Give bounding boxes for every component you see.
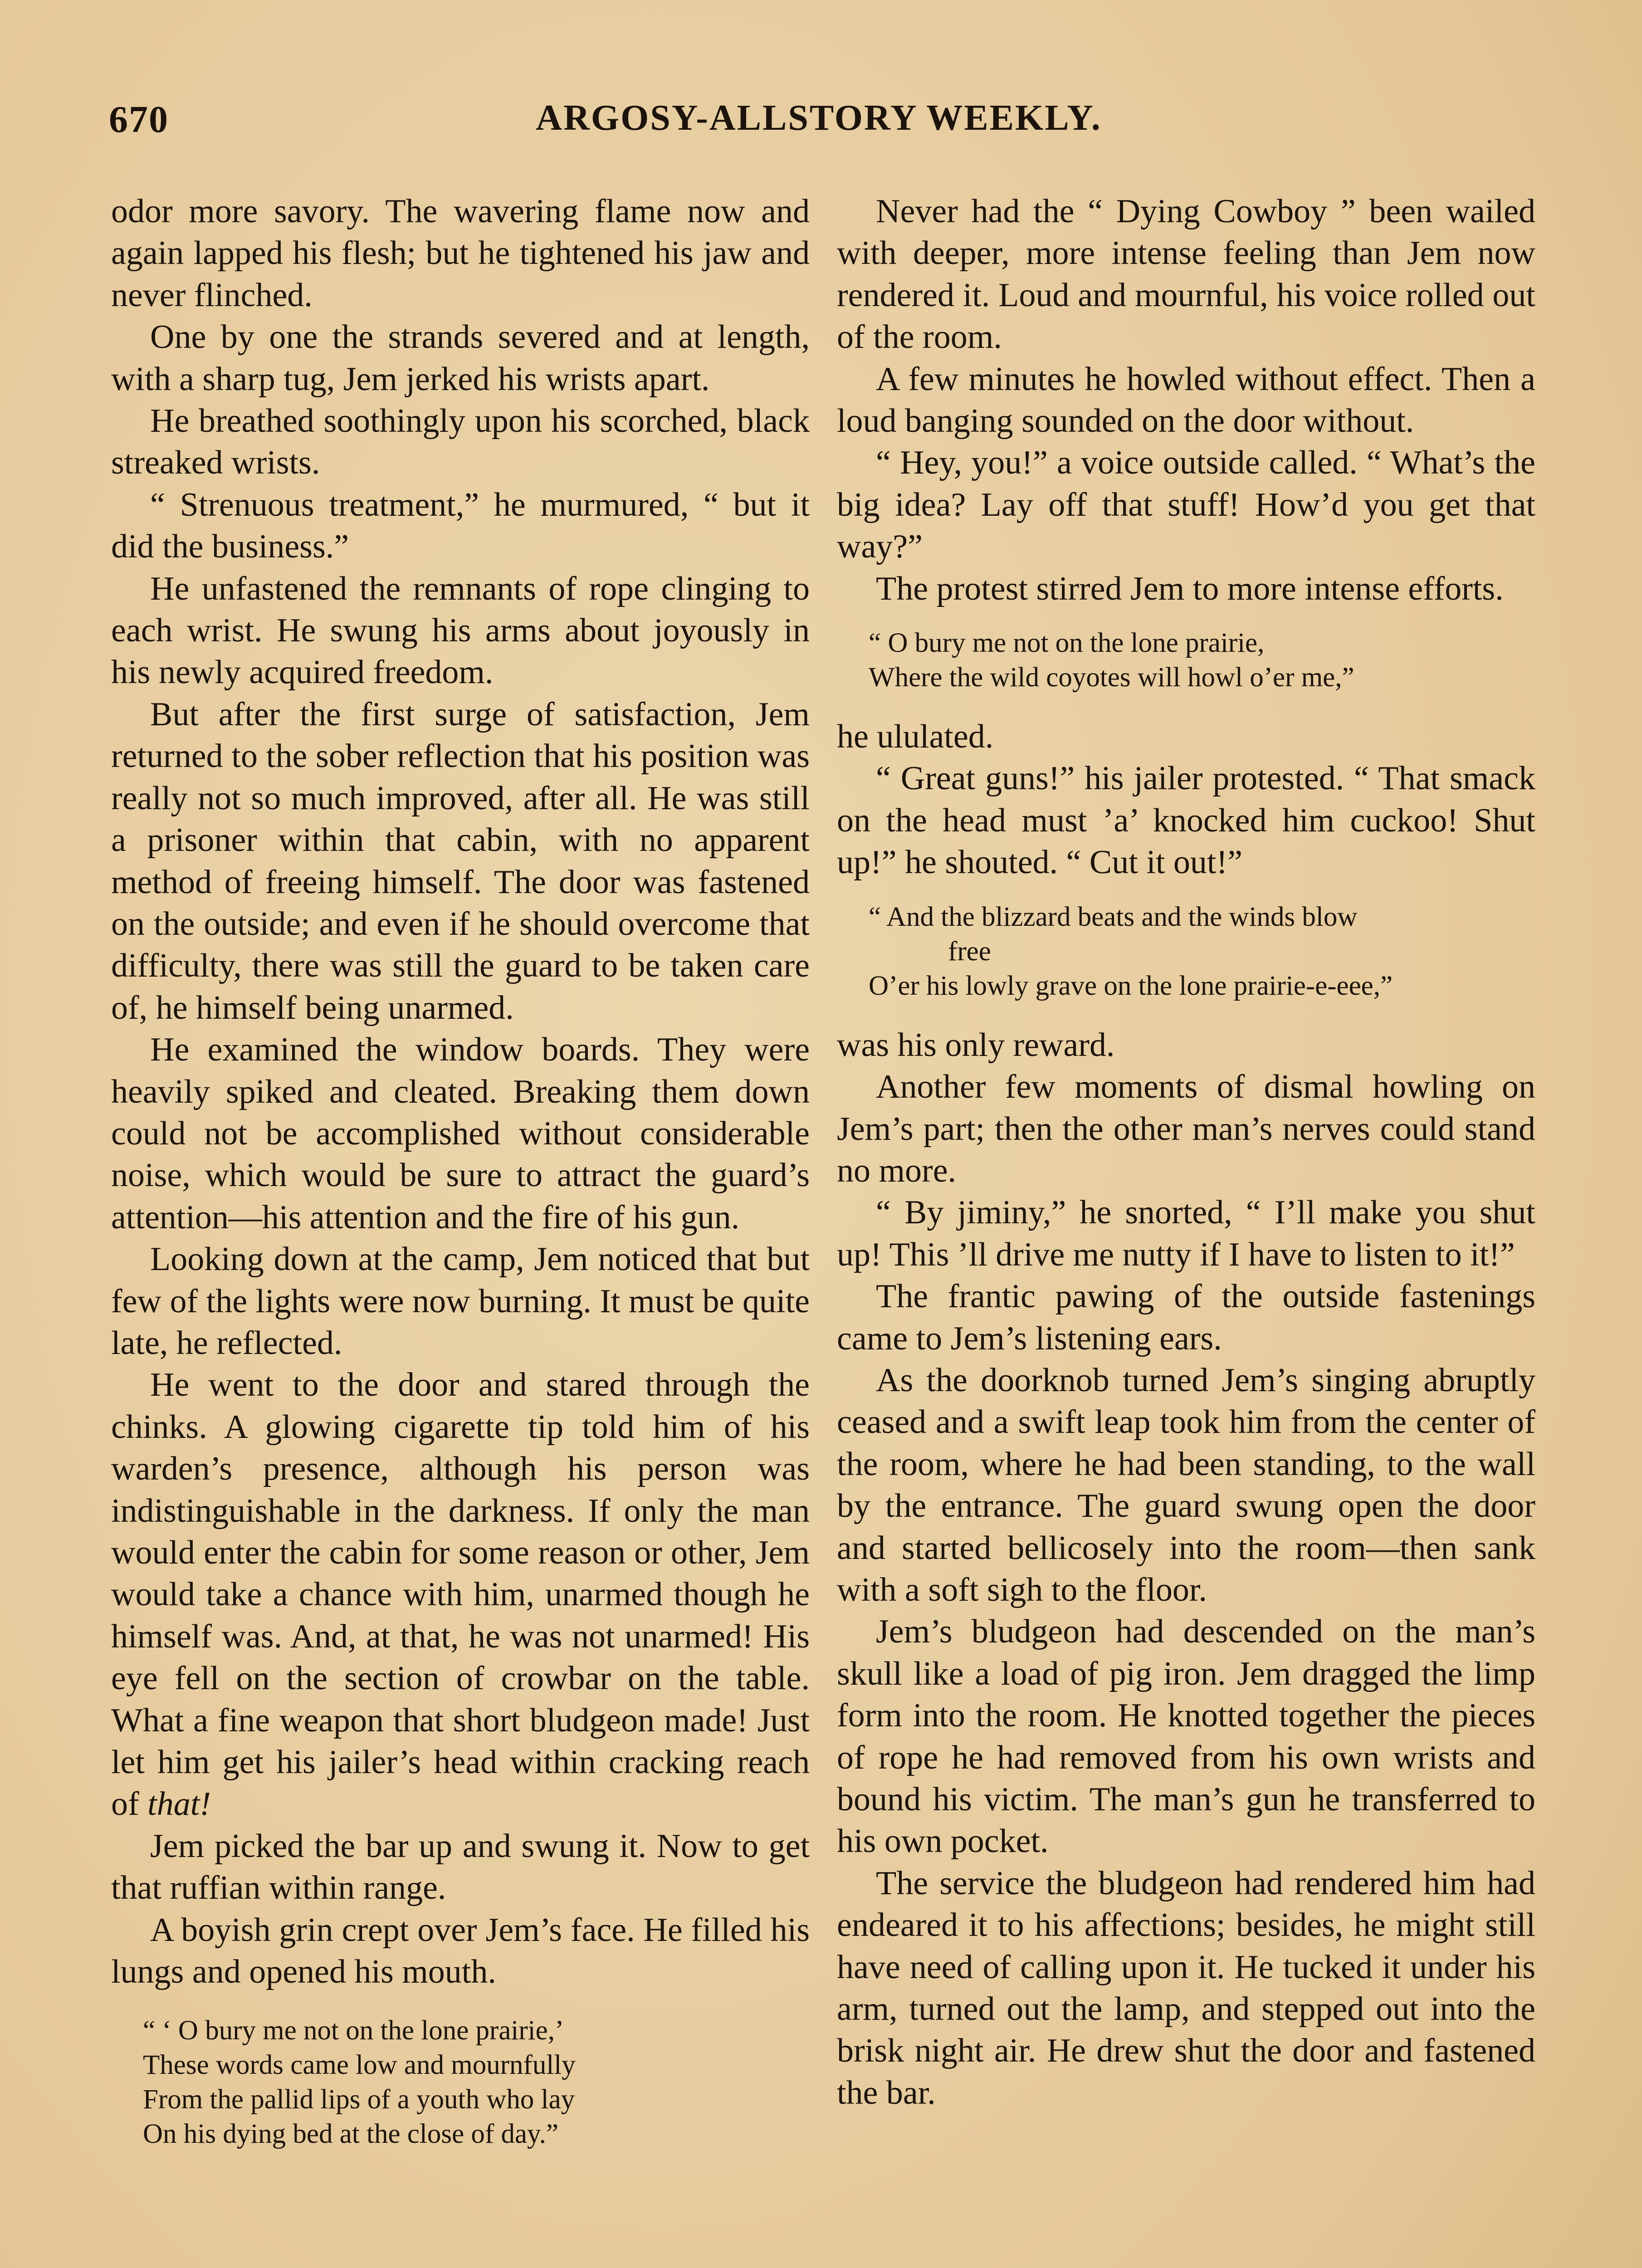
paragraph bbox=[111, 1364, 810, 1825]
paragraph: He unfastened the remnants of rope clinging to each wrist. He swung his arms about joyously in his newly acquired freedom. bbox=[111, 570, 810, 691]
verse-line: On his dying bed at the close of day.” bbox=[143, 2119, 558, 2150]
paragraph: The service the bludgeon had rendered him had endeared it to his affections; besides, he might still have need of calling upon it. He tucked it under his arm, turned out the lamp, and stepped out into the brisk night air. He drew shut the door and fastened the bar. bbox=[837, 1864, 1535, 2112]
paragraph: Another few moments of dismal howling on Jem’s part; then the other man’s nerves could stand no more. bbox=[837, 1068, 1535, 1189]
verse-line: These words came low and mournfully bbox=[143, 2050, 576, 2081]
paragraph: “ Hey, you!” a voice outside called. “ What’s the big idea? Lay off that stuff! How’d you get that way?” bbox=[837, 444, 1535, 566]
verse-line: Where the wild coyotes will howl o’er me,” bbox=[869, 662, 1354, 693]
paragraph: he ululated. bbox=[837, 718, 994, 756]
paragraph: “ By jiminy,” he snorted, “ I’ll make you shut up! This ’ll drive me nutty if I have to listen to it!” bbox=[837, 1194, 1535, 1273]
paragraph: “ Great guns!” his jailer protested. “ That smack on the head must ’a’ knocked him cuckoo! Shut up!” he shouted. “ Cut it out!” bbox=[837, 760, 1535, 881]
paragraph: Jem picked the bar up and swung it. Now to get that ruffian within range. bbox=[111, 1827, 810, 1907]
paragraph: was his only reward. bbox=[837, 1026, 1115, 1064]
paragraph: A boyish grin crept over Jem’s face. He filled his lungs and opened his mouth. bbox=[111, 1911, 810, 1991]
paragraph: Looking down at the camp, Jem noticed that but few of the lights were now burning. It must be quite late, he reflected. bbox=[111, 1241, 810, 1362]
page-number: 670 bbox=[109, 98, 169, 141]
song-verse bbox=[143, 2014, 810, 2151]
song-verse bbox=[869, 900, 1535, 1003]
verse-line: “ And the blizzard beats and the winds blow bbox=[869, 901, 1358, 932]
verse-line: free bbox=[948, 936, 991, 967]
right-column bbox=[837, 191, 1535, 2114]
paragraph: He breathed soothingly upon his scorched, black streaked wrists. bbox=[111, 402, 810, 482]
paragraph: The frantic pawing of the outside fastenings came to Jem’s listening ears. bbox=[837, 1278, 1535, 1357]
paragraph: odor more savory. The wavering flame now and again lapped his flesh; but he tightened his jaw and never flinched. bbox=[111, 193, 810, 314]
verse-line: “ ‘ O bury me not on the lone prairie,’ bbox=[143, 2015, 564, 2046]
paragraph: A few minutes he howled without effect. Then a loud banging sounded on the door without. bbox=[837, 360, 1535, 440]
paragraph: One by one the strands severed and at length, with a sharp tug, Jem jerked his wrists apart. bbox=[111, 318, 810, 398]
page-header bbox=[109, 98, 1529, 147]
paragraph: He examined the window boards. They were heavily spiked and cleated. Breaking them down could not be accomplished without considerable noise, which would be sure to attract the guard’s attention—his attention and the fire of his gun. bbox=[111, 1031, 810, 1236]
paragraph: “ Strenuous treatment,” he murmured, “ but it did the business.” bbox=[111, 486, 810, 566]
paragraph: But after the first surge of satisfaction, Jem returned to the sober reflection that his position was really not so much improved, after all. He was still a prisoner within that cabin, with no apparent method of freeing himself. The door was fastened on the outside; and even if he should overcome that difficulty, there was still the guard to be taken care of, he himself being unarmed. bbox=[111, 695, 810, 1026]
paragraph: The protest stirred Jem to more intense efforts. bbox=[876, 570, 1504, 607]
verse-line: “ O bury me not on the lone prairie, bbox=[869, 628, 1265, 659]
verse-line: From the pallid lips of a youth who lay bbox=[143, 2084, 575, 2115]
running-head: ARGOSY-ALLSTORY WEEKLY. bbox=[536, 98, 1102, 138]
paragraph: As the doorknob turned Jem’s singing abruptly ceased and a swift leap took him from the center of the room, where he had been standing, to the wall by the entrance. The guard swung open the door and started bellicosely into the room—then sank with a soft sigh to the floor. bbox=[837, 1361, 1535, 1608]
paragraph-text: He went to the door and stared through the chinks. A glowing cigarette tip told him of his warden’s presence, although his person was indistinguishable in the darkness. If only the man would enter the cabin for some reason or other, Jem would take a chance with him, unarmed though he himself was. And, at that, he was not unarmed! His eye fell on the section of crowbar on the table. What a fine weapon that short bludgeon made! Just let him get his jailer’s head within cracking reach of bbox=[111, 1366, 810, 1823]
italic-emphasis: that! bbox=[147, 1785, 211, 1823]
paragraph: Jem’s bludgeon had descended on the man’s skull like a load of pig iron. Jem dragged the limp form into the room. He knotted together the pieces of rope he had removed from his own wrists and bound his victim. The man’s gun he transferred to his own pocket. bbox=[837, 1613, 1535, 1860]
left-column bbox=[111, 191, 810, 2172]
verse-line: O’er his lowly grave on the lone prairie-e-eee,” bbox=[869, 970, 1393, 1001]
paragraph: Never had the “ Dying Cowboy ” been wailed with deeper, more intense feeling than Jem now rendered it. Loud and mournful, his voice rolled out of the room. bbox=[837, 193, 1535, 356]
song-verse bbox=[869, 626, 1535, 695]
